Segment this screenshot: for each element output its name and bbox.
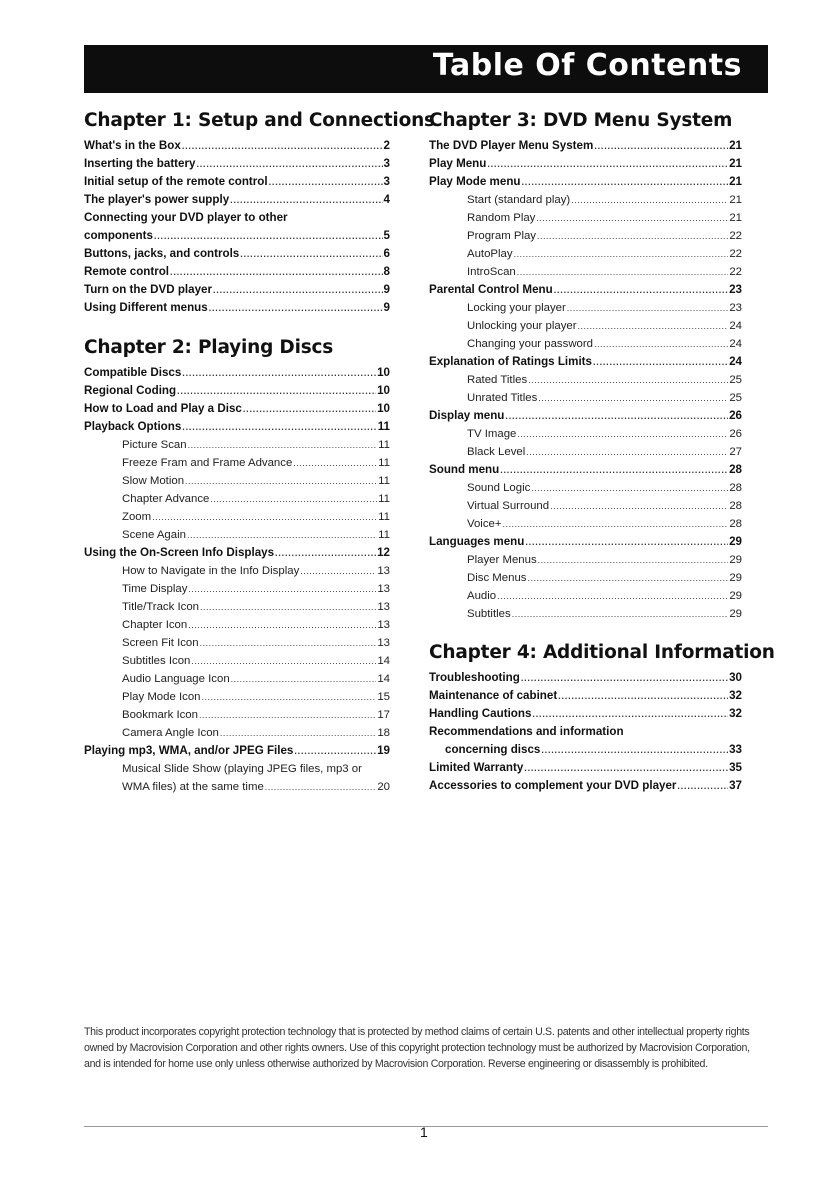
toc-entry-page: 10 (377, 366, 390, 379)
dot-leader (550, 497, 728, 515)
toc-subentry[interactable] (84, 580, 390, 598)
toc-entry[interactable] (84, 382, 390, 400)
toc-entry[interactable] (429, 723, 742, 741)
dot-leader (187, 526, 377, 544)
chapter-4-entries (429, 669, 742, 795)
toc-subentry[interactable] (429, 587, 742, 605)
toc-entry-title: Accessories to complement your DVD player (429, 779, 677, 792)
toc-entry[interactable] (429, 533, 742, 551)
dot-leader (196, 155, 382, 173)
toc-subentry[interactable] (84, 490, 390, 508)
toc-entry-page: 27 (729, 446, 742, 458)
dot-leader (532, 705, 728, 723)
toc-entry-page: 13 (377, 583, 390, 595)
dot-leader (230, 191, 382, 209)
toc-entry-title: Musical Slide Show (playing JPEG files, mp3 or (122, 763, 362, 775)
toc-entry-page: 18 (377, 727, 390, 739)
toc-subentry[interactable] (84, 562, 390, 580)
dot-leader (526, 443, 728, 461)
toc-subentry[interactable] (429, 371, 742, 389)
dot-leader (500, 461, 728, 479)
toc-entry-page: 28 (729, 500, 742, 512)
toc-entry-title: Recommendations and information (429, 725, 624, 738)
toc-entry-page: 29 (729, 590, 742, 602)
toc-subentry[interactable] (429, 263, 742, 281)
toc-entry-title: IntroScan (467, 266, 516, 278)
dot-leader (594, 335, 728, 353)
chapter-4-heading: Chapter 4: Additional Information (429, 642, 775, 663)
dot-leader (177, 382, 376, 400)
toc-entry-title: components (84, 229, 153, 242)
toc-entry-page: 23 (729, 283, 742, 296)
toc-entry-title: Sound Logic (467, 482, 531, 494)
toc-subentry[interactable] (429, 227, 742, 245)
dot-leader (293, 454, 377, 472)
dot-leader (213, 281, 383, 299)
toc-entry[interactable] (429, 407, 742, 425)
dot-leader (294, 742, 376, 760)
dot-leader (210, 490, 377, 508)
toc-entry-title: Audio (467, 590, 497, 602)
toc-entry[interactable] (84, 245, 390, 263)
toc-entry-title: Zoom (122, 511, 152, 523)
toc-entry-page: 13 (377, 619, 390, 631)
toc-entry-title: TV Image (467, 428, 517, 440)
toc-entry-page: 21 (729, 194, 742, 206)
toc-entry-page: 2 (383, 139, 390, 152)
toc-entry-page: 6 (383, 247, 390, 260)
toc-entry-title: Turn on the DVD player (84, 283, 212, 296)
toc-entry-title: Unlocking your player (467, 320, 577, 332)
toc-entry-page: 25 (729, 392, 742, 404)
toc-subentry[interactable] (84, 634, 390, 652)
toc-entry-title: Initial setup of the remote control (84, 175, 268, 188)
toc-entry[interactable] (429, 353, 742, 371)
toc-entry-title: Rated Titles (467, 374, 528, 386)
toc-entry-title: Connecting your DVD player to other (84, 211, 288, 224)
page-title: Table Of Contents (432, 48, 742, 83)
toc-entry-page: 25 (729, 374, 742, 386)
toc-subentry[interactable] (429, 479, 742, 497)
dot-leader (505, 407, 728, 425)
toc-entry-title: Audio Language Icon (122, 673, 230, 685)
toc-entry-title: Bookmark Icon (122, 709, 198, 721)
toc-entry-title: Scene Again (122, 529, 186, 541)
dot-leader (170, 263, 383, 281)
chapter-2-entries (84, 364, 390, 796)
toc-entry-title: Title/Track Icon (122, 601, 200, 613)
toc-entry-page: 8 (383, 265, 390, 278)
toc-subentry[interactable] (429, 569, 742, 587)
toc-entry-page: 22 (729, 248, 742, 260)
toc-entry-page: 29 (729, 535, 742, 548)
toc-entry-title: Program Play (467, 230, 537, 242)
dot-leader (528, 569, 729, 587)
dot-leader (517, 263, 729, 281)
toc-entry-title: Maintenance of cabinet (429, 689, 558, 702)
toc-subentry[interactable] (84, 508, 390, 526)
dot-leader (200, 634, 377, 652)
toc-entry-title: Locking your player (467, 302, 566, 314)
toc-entry-page: 22 (729, 230, 742, 242)
dot-leader (538, 389, 728, 407)
toc-entry-page: 13 (377, 601, 390, 613)
toc-entry-page: 11 (378, 439, 390, 451)
dot-leader (154, 227, 383, 245)
toc-entry-title: Subtitles (467, 608, 511, 620)
toc-entry-title: Handling Cautions (429, 707, 532, 720)
toc-entry-page: 14 (377, 673, 390, 685)
dot-leader (521, 669, 728, 687)
dot-leader (188, 580, 376, 598)
dot-leader (541, 741, 728, 759)
toc-subentry[interactable] (429, 317, 742, 335)
toc-entry-page: 14 (377, 655, 390, 667)
toc-entry[interactable] (429, 759, 742, 777)
toc-entry-page: 13 (377, 637, 390, 649)
dot-leader (578, 317, 729, 335)
toc-entry-page: 26 (729, 428, 742, 440)
dot-leader (538, 551, 729, 569)
dot-leader (220, 724, 376, 742)
toc-entry[interactable] (429, 281, 742, 299)
dot-leader (514, 245, 729, 263)
toc-entry[interactable] (84, 227, 390, 245)
toc-entry[interactable] (429, 741, 742, 759)
toc-entry[interactable] (429, 461, 742, 479)
dot-leader (202, 688, 377, 706)
chapter-1-heading: Chapter 1: Setup and Connections (84, 110, 435, 131)
toc-entry-title: concerning discs (445, 743, 541, 756)
toc-entry-title: How to Load and Play a Disc (84, 402, 242, 415)
dot-leader (503, 515, 729, 533)
toc-entry-page: 29 (729, 608, 742, 620)
toc-entry-page: 11 (378, 457, 390, 469)
dot-leader (558, 687, 728, 705)
toc-entry-page: 11 (377, 420, 390, 433)
toc-entry-page: 10 (377, 384, 390, 397)
dot-leader (497, 587, 728, 605)
toc-subentry[interactable] (429, 245, 742, 263)
toc-entry-page: 22 (729, 266, 742, 278)
toc-entry-title: Troubleshooting (429, 671, 520, 684)
toc-entry-title: Subtitles Icon (122, 655, 191, 667)
toc-entry-title: Playback Options (84, 420, 182, 433)
toc-entry-page: 24 (729, 355, 742, 368)
toc-entry-page: 24 (729, 338, 742, 350)
toc-entry-page: 20 (377, 781, 390, 793)
toc-entry-page: 23 (729, 302, 742, 314)
toc-subentry[interactable] (84, 724, 390, 742)
copyright-notice: This product incorporates copyright protection technology that is protected by method claims of certain U.S. patents and other intellectual property rights owned by Macrovision Corporation and other rights owners. Use of this copyright protection technology must be authorized by Macrovision Corporation, and is intended for home use only unless otherwise authorized by Macrovision Corporation. Reverse engineering or disassembly is prohibited. (84, 1026, 750, 1070)
dot-leader (209, 299, 383, 317)
dot-leader (525, 533, 728, 551)
toc-entry-page: 21 (729, 157, 742, 170)
toc-subentry[interactable] (84, 652, 390, 670)
toc-entry-page: 29 (729, 554, 742, 566)
dot-leader (231, 670, 377, 688)
toc-entry[interactable] (84, 299, 390, 317)
toc-right-column (429, 108, 775, 795)
dot-leader (677, 777, 728, 795)
dot-leader (528, 371, 728, 389)
toc-entry-page: 28 (729, 463, 742, 476)
toc-entry-title: Remote control (84, 265, 170, 278)
dot-leader (521, 173, 728, 191)
toc-subentry[interactable] (84, 454, 390, 472)
toc-entry-page: 29 (729, 572, 742, 584)
toc-entry[interactable] (429, 173, 742, 191)
toc-entry-title: Play Mode menu (429, 175, 521, 188)
toc-entry-title: Chapter Advance (122, 493, 210, 505)
toc-left-column (84, 108, 435, 796)
toc-entry[interactable] (84, 400, 390, 418)
toc-subentry[interactable] (429, 515, 742, 533)
dot-leader (182, 364, 376, 382)
toc-subentry[interactable] (429, 299, 742, 317)
toc-entry-title: What's in the Box (84, 139, 181, 152)
dot-leader (188, 616, 376, 634)
toc-entry-title: Chapter Icon (122, 619, 188, 631)
dot-leader (182, 137, 383, 155)
toc-subentry[interactable] (429, 335, 742, 353)
toc-entry-title: Inserting the battery (84, 157, 196, 170)
toc-entry-title: Using Different menus (84, 301, 208, 314)
toc-entry-page: 11 (378, 475, 390, 487)
toc-entry-title: Compatible Discs (84, 366, 182, 379)
toc-entry-title: Freeze Fram and Frame Advance (122, 457, 293, 469)
toc-subentry[interactable] (429, 551, 742, 569)
toc-entry[interactable] (429, 705, 742, 723)
toc-entry-title: Changing your password (467, 338, 594, 350)
toc-entry-title: Limited Warranty (429, 761, 524, 774)
toc-subentry[interactable] (84, 688, 390, 706)
chapter-2-heading: Chapter 2: Playing Discs (84, 337, 334, 358)
dot-leader (512, 605, 729, 623)
dot-leader (182, 418, 376, 436)
toc-entry-page: 35 (729, 761, 742, 774)
toc-entry[interactable] (84, 263, 390, 281)
toc-entry-title: Explanation of Ratings Limits (429, 355, 592, 368)
toc-entry-page: 4 (383, 193, 390, 206)
toc-entry-page: 21 (729, 139, 742, 152)
dot-leader (300, 562, 376, 580)
toc-entry[interactable] (429, 669, 742, 687)
toc-entry[interactable] (84, 173, 390, 191)
dot-leader (554, 281, 728, 299)
page-number: 1 (420, 1124, 428, 1140)
toc-entry-page: 32 (729, 689, 742, 702)
toc-entry-title: Player Menus (467, 554, 537, 566)
toc-entry[interactable] (84, 209, 390, 227)
dot-leader (191, 652, 376, 670)
toc-entry-title: Screen Fit Icon (122, 637, 199, 649)
toc-subentry[interactable] (84, 616, 390, 634)
toc-entry-title: Sound menu (429, 463, 500, 476)
toc-subentry[interactable] (84, 706, 390, 724)
toc-entry-page: 19 (377, 744, 390, 757)
toc-entry-title: AutoPlay (467, 248, 513, 260)
dot-leader (240, 245, 382, 263)
dot-leader (524, 759, 728, 777)
toc-subentry[interactable] (429, 605, 742, 623)
toc-entry[interactable] (84, 137, 390, 155)
dot-leader (487, 155, 728, 173)
toc-entry[interactable] (84, 364, 390, 382)
dot-leader (185, 472, 377, 490)
toc-entry-title: Unrated Titles (467, 392, 538, 404)
toc-entry[interactable] (84, 418, 390, 436)
toc-entry-title: The player's power supply (84, 193, 230, 206)
toc-entry-page: 13 (377, 565, 390, 577)
toc-entry-title: The DVD Player Menu System (429, 139, 594, 152)
toc-entry-title: Disc Menus (467, 572, 527, 584)
toc-entry-page: 12 (377, 546, 390, 559)
toc-entry[interactable] (84, 281, 390, 299)
dot-leader (517, 425, 728, 443)
toc-entry-page: 30 (729, 671, 742, 684)
toc-entry-page: 9 (383, 301, 390, 314)
toc-entry-page: 32 (729, 707, 742, 720)
toc-entry[interactable] (429, 137, 742, 155)
toc-entry-page: 11 (378, 529, 390, 541)
dot-leader (265, 778, 377, 796)
toc-entry-page: 33 (729, 743, 742, 756)
toc-entry-page: 21 (729, 212, 742, 224)
toc-entry-title: Black Level (467, 446, 526, 458)
toc-entry-page: 9 (383, 283, 390, 296)
toc-entry-page: 26 (729, 409, 742, 422)
toc-entry-title: Play Mode Icon (122, 691, 201, 703)
dot-leader (269, 173, 383, 191)
toc-entry-title: Languages menu (429, 535, 525, 548)
toc-entry-page: 11 (378, 511, 390, 523)
dot-leader (571, 191, 728, 209)
dot-leader (594, 137, 728, 155)
toc-entry-page: 28 (729, 482, 742, 494)
dot-leader (199, 706, 376, 724)
toc-entry-title: Using the On-Screen Info Displays (84, 546, 275, 559)
toc-entry[interactable] (84, 742, 390, 760)
toc-entry-title: Start (standard play) (467, 194, 571, 206)
toc-entry-page: 10 (377, 402, 390, 415)
dot-leader (593, 353, 728, 371)
toc-entry[interactable] (429, 777, 742, 795)
toc-entry-title: Buttons, jacks, and controls (84, 247, 240, 260)
chapter-1-entries (84, 137, 390, 317)
toc-entry-title: Voice+ (467, 518, 502, 530)
toc-subentry[interactable] (429, 209, 742, 227)
toc-subentry[interactable] (84, 472, 390, 490)
toc-entry[interactable] (84, 191, 390, 209)
toc-entry-title: Camera Angle Icon (122, 727, 219, 739)
toc-entry-page: 3 (383, 175, 390, 188)
toc-entry-page: 21 (729, 175, 742, 188)
toc-entry-title: Playing mp3, WMA, and/or JPEG Files (84, 744, 294, 757)
toc-entry-page: 37 (729, 779, 742, 792)
toc-entry-title: Display menu (429, 409, 505, 422)
toc-entry-page: 11 (378, 493, 390, 505)
chapter-3-entries (429, 137, 742, 623)
dot-leader (243, 400, 376, 418)
toc-entry-page: 5 (383, 229, 390, 242)
toc-entry-title: Slow Motion (122, 475, 185, 487)
toc-entry-title: Random Play (467, 212, 536, 224)
toc-entry-title: WMA files) at the same time (122, 781, 264, 793)
toc-entry-title: Time Display (122, 583, 188, 595)
dot-leader (537, 227, 728, 245)
toc-subentry[interactable] (429, 191, 742, 209)
dot-leader (531, 479, 728, 497)
toc-entry-title: Picture Scan (122, 439, 187, 451)
toc-entry-title: How to Navigate in the Info Display (122, 565, 300, 577)
toc-entry-page: 3 (383, 157, 390, 170)
toc-subentry[interactable] (429, 443, 742, 461)
dot-leader (152, 508, 377, 526)
toc-entry[interactable] (429, 155, 742, 173)
toc-subentry[interactable] (84, 670, 390, 688)
toc-entry-page: 24 (729, 320, 742, 332)
title-banner (84, 45, 768, 93)
toc-entry[interactable] (429, 687, 742, 705)
toc-subentry[interactable] (429, 497, 742, 515)
toc-entry-title: Regional Coding (84, 384, 177, 397)
toc-subentry[interactable] (429, 389, 742, 407)
toc-subentry[interactable] (84, 778, 390, 796)
dot-leader (536, 209, 728, 227)
dot-leader (275, 544, 376, 562)
toc-entry[interactable] (84, 544, 390, 562)
toc-entry-title: Parental Control Menu (429, 283, 553, 296)
toc-entry-title: Virtual Surround (467, 500, 550, 512)
chapter-3-heading: Chapter 3: DVD Menu System (429, 110, 733, 131)
toc-entry-page: 17 (377, 709, 390, 721)
dot-leader (567, 299, 729, 317)
dot-leader (200, 598, 376, 616)
toc-entry-page: 28 (729, 518, 742, 530)
toc-entry[interactable] (84, 155, 390, 173)
toc-entry-page: 15 (377, 691, 390, 703)
toc-entry-title: Play Menu (429, 157, 487, 170)
toc-subentry[interactable] (429, 425, 742, 443)
toc-subentry[interactable] (84, 436, 390, 454)
dot-leader (188, 436, 378, 454)
toc-subentry[interactable] (84, 598, 390, 616)
toc-subentry[interactable] (84, 526, 390, 544)
toc-subentry[interactable] (84, 760, 390, 778)
